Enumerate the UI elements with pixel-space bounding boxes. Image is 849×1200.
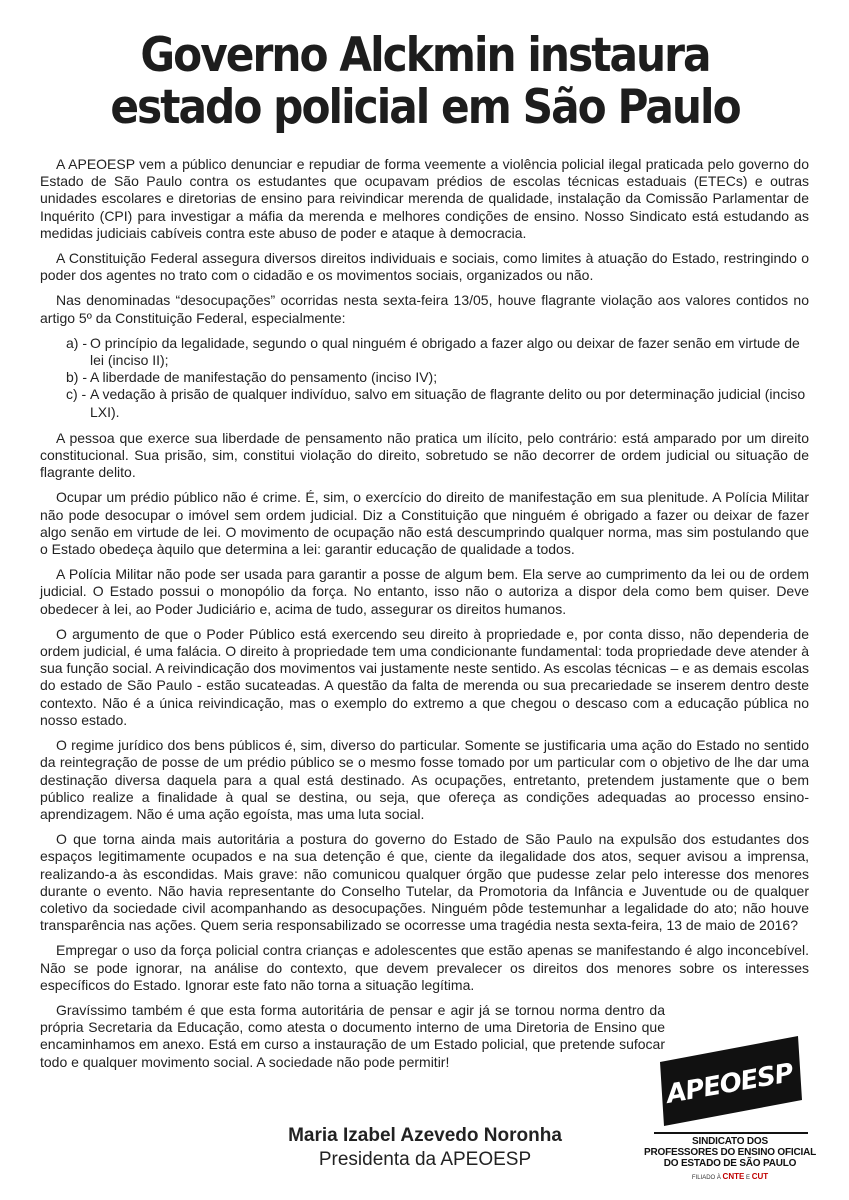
paragraph-7: O argumento de que o Poder Público está exercendo seu direito à propriedade e, por conta disso, não dependeria de ordem judicial, é uma falácia. O direito à propriedade tem uma condicionante fundamental: toda propriedade deve atender à sua função social. A reivindicação dos movimentos vai justamente neste sentido. As escolas técnicas – e as demais escolas do estado de São Paulo - estão sucateadas. A questão da falta de merenda ou sua precariedade se inserem dentro deste contexto. Não é a única reivindicação, mas o exemplo do extremo a que chegou o descaso com a educação pública no nosso estado. [40, 625, 809, 728]
union-name: SINDICATO DOS PROFESSORES DO ENSINO OFICIAL DO ESTADO DE SÃO PAULO [644, 1136, 816, 1169]
paragraph-11: Gravíssimo também é que esta forma autoritária de pensar e agir já se tornou norma dentro da própria Secretaria da Educação, como atesta o documento interno de uma Diretoria de Ensino que encaminhamos em anexo. Está em curso a instauração de um Estado policial, que pretende sufocar todo e qualquer movimento social. A sociedade não pode permitir! [40, 1001, 665, 1070]
apeoesp-logo [640, 1030, 820, 1190]
signatory-name: Maria Izabel Azevedo Noronha [288, 1125, 562, 1146]
svg-text:APEOESP: APEOESP [664, 1058, 796, 1110]
paragraph-9: O que torna ainda mais autoritária a postura do governo do Estado de São Paulo na expulsão dos estudantes dos espaços legitimamente ocupados e na sua detenção é que, ciente da ilegalidade dos atos, sequer avisou a imprensa, realizando-a às escondidas. Mais grave: não comunicou qualquer órgão que pudesse zelar pelo interesse dos menores durante o evento. Não havia representante do Conselho Tutelar, da Promotoria da Infância e Juventude ou de qualquer coletivo da sociedade civil acompanhando as desocupações. Ninguém pôde testemunhar a legalidade do ato; não houve transparência nas ações. Quem seria responsabilizado se ocorresse uma tragédia nesta sexta-feira, 13 de maio de 2016? [40, 831, 809, 934]
list-item-text: O princípio da legalidade, segundo o qual ninguém é obrigado a fazer algo ou deixar de fazer senão em virtude de lei (inciso II); [90, 334, 800, 369]
paragraph-1: A APEOESP vem a público denunciar e repudiar de forma veemente a violência policial ilegal praticada pelo governo do Estado de São Paulo contra os estudantes que ocupavam prédios de escolas técnicas estaduais (ETECs) e outras unidades escolares e diretorias de ensino para reivindicar merenda de qualidade, instalação da Comissão Parlamentar de Inquérito (CPI) para investigar a máfia da merenda e melhores condições de ensino. Nosso Sindicato está estudando as medidas judiciais cabíveis contra este abuso de poder e ataque à democracia. [40, 156, 809, 241]
cnte-logo-icon: CNTE [722, 1172, 745, 1181]
signature-block [240, 1124, 610, 1172]
paragraph-8: O regime jurídico dos bens públicos é, sim, diverso do particular. Somente se justificaria uma ação do Estado no sentido da reintegração de posse de um prédio público se o mesmo fosse tomado por um particular com o objetivo de lhe dar uma destinação diversa daquela para a qual está destinado. As ocupações, entretanto, pretendem justamente que o bem público realize a finalidade à qual se destina, ou seja, que ofereça as condições adequadas ao processo ensino-aprendizagem. Não é uma ação egoísta, mas uma luta social. [40, 737, 809, 822]
paragraph-3: Nas denominadas “desocupações” ocorridas nesta sexta-feira 13/05, houve flagrante violação aos valores contidos no artigo 5º da Constituição Federal, especialmente: [40, 292, 809, 326]
list-item-marker: a) - [66, 334, 87, 351]
list-item [40, 335, 809, 369]
document-title [79, 30, 772, 134]
list-item [40, 386, 809, 420]
paragraph-10: Empregar o uso da força policial contra crianças e adolescentes que estão apenas se manifestando é algo inconcebível. Não se pode ignorar, na análise do contexto, que devem prevalecer os direitos dos menores sobre os interesses específicos do Estado. Ignorar este fato não torna a situação legítima. [40, 942, 809, 993]
apeoesp-logo-mark-icon [652, 1030, 808, 1130]
paragraph-2: A Constituição Federal assegura diversos direitos individuais e sociais, como limites à atuação do Estado, restringindo o poder dos agentes no trato com o cidadão e os movimentos sociais, organizados ou não. [40, 250, 809, 284]
cut-logo-icon: CUT [751, 1172, 769, 1181]
list-item-text: A liberdade de manifestação do pensamento (inciso IV); [90, 369, 438, 386]
logo-divider [654, 1132, 808, 1134]
list-item-marker: b) - [66, 369, 87, 386]
paragraph-4: A pessoa que exerce sua liberdade de pensamento não pratica um ilícito, pelo contrário: está amparado por um direito constitucional. Sua prisão, sim, constitui violação do direito, sobretudo se não decorrer de ordem judicial ou situação de flagrante delito. [40, 429, 809, 481]
signatory-role: Presidenta da APEOESP [318, 1149, 532, 1170]
list-item [40, 369, 809, 386]
list-item-text: A vedação à prisão de qualquer indivíduo, salvo em situação de flagrante delito ou por determinação judicial (inciso LXI). [90, 386, 806, 420]
title-line-1: Governo Alckmin instaura [140, 28, 710, 83]
list-item-marker: c) - [66, 386, 87, 403]
title-line-2: estado policial em São Paulo [110, 80, 740, 135]
paragraph-5: Ocupar um prédio público não é crime. É, sim, o exercício do direito de manifestação em sua plenitude. A Polícia Militar não pode desocupar o imóvel sem ordem judicial. Diz a Constituição que ninguém é obrigado a fazer ou deixar de fazer algo senão em virtude de lei. O movimento de ocupação não está descumprindo qualquer norma, mas sim postulando que o Estado obedeça àquilo que determina a lei: garantir educação de qualidade a todos. [40, 489, 809, 558]
rights-list [40, 335, 809, 421]
paragraph-6: A Polícia Militar não pode ser usada para garantir a posse de algum bem. Ela serve ao cumprimento da lei ou de ordem judicial. O Estado possui o monopólio da força. No entanto, isso não o autoriza a dispor dela como bem quiser. Deve obedecer à lei, ao Poder Judiciário e, acima de tudo, assegurar os direitos humanos. [40, 566, 809, 617]
article-body [40, 156, 809, 1079]
affiliation-line: FILIADO À CNTE E CUT [691, 1172, 769, 1181]
